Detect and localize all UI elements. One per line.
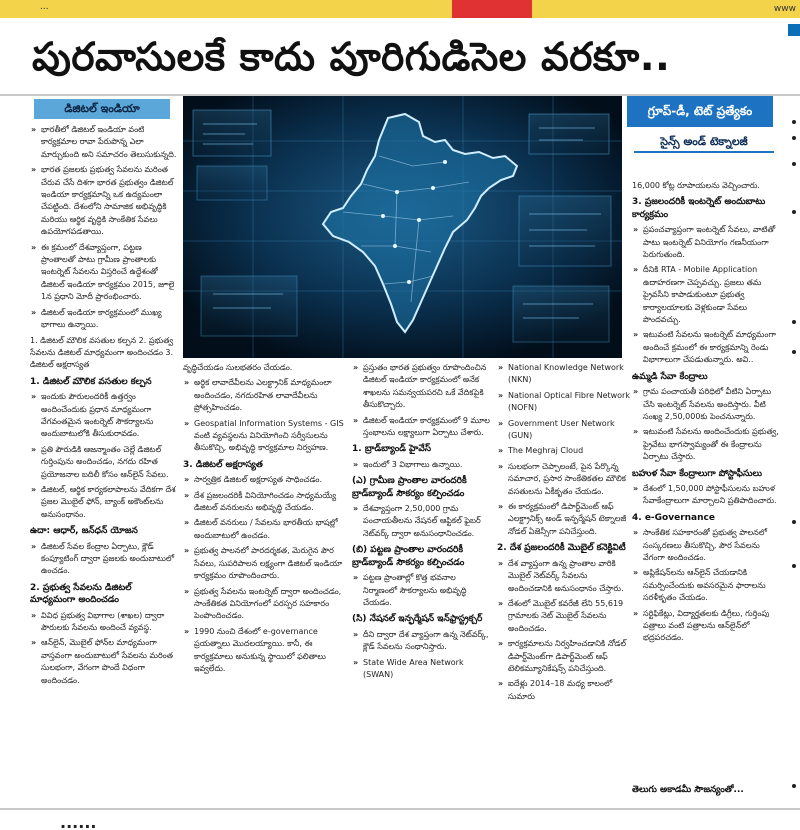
paragraph: » సులభంగా చెప్పాలంటే, పైన పేర్కొన్న సమాచార, ప్రసార సాంకేతికతల మౌలిక వసతులను ఏకీకృతం చేయడం. bbox=[497, 461, 632, 498]
paragraph: » సర్టిఫికేట్లు, విద్యార్హతలకు డిగ్రీలు, గుర్తింపు పత్రాలు వంటి పత్రాలను ఆన్‌లైన్‌లో భద్రపరచడం. bbox=[632, 608, 780, 645]
paragraph: » భారతీలో డిజిటల్ ఇండియా వంటి కార్యక్రమాల రావా పేరుపొన్న ఎలా మార్చుకుంది అని సమాచరం తెలుసుకున్నది. bbox=[30, 124, 178, 161]
adjacent-bullet bbox=[792, 120, 796, 124]
paragraph: » దీని ద్వారా దేశ వ్యాప్తంగా ఉన్న నెట్‌వర్క్, క్లౌడ్ సేవలను సంధానిస్తారు. bbox=[352, 629, 492, 654]
section-banner-group-d-tet: గ్రూప్-డీ, టెట్ ప్రత్యేకం bbox=[627, 96, 773, 127]
paragraph: » ఈ కార్యక్రమంలో డిపార్ట్‌మెంట్ ఆఫ్ ఎలక్ట్రానిక్స్ అండ్ ఇన్ఫర్మేషన్ టెక్నాలజీ నోడల్ ఏజెన్సీగా పనిచేస్తుంది. bbox=[497, 501, 632, 538]
paragraph: » ప్రతి పౌరుడికి ఆజన్మాంతం చెల్లే డిజిటల్ గుర్తింపును అందించడం, నగదు రహిత ప్రయోజనాల బదిలీ కోసం ఆన్‌లైన్ సేవలు. bbox=[30, 444, 178, 481]
paragraph: » Geospatial Information Systems - GIS వంటి వ్యవస్థలను వినియోగించి సర్వీసులను తీసుకొచ్చి, అభివృద్ధి కార్యక్రమాల నిర్వహణ. bbox=[183, 418, 348, 455]
india-map-illustration bbox=[183, 96, 622, 358]
subheading: బహుళ సేవా కేంద్రాలుగా పోస్టాఫీసులు bbox=[632, 468, 762, 479]
paragraph: » దేశవ్యాప్తంగా 2,50,000 గ్రామ పంచాయతీలను నేషనల్ ఆప్టికల్ ఫైబర్ నెట్‌వర్క్ ద్వారా అనుసంధానించడం. bbox=[352, 503, 492, 540]
adjacent-bullet bbox=[792, 320, 796, 324]
subheading: 2. దేశ ప్రజలందరికీ మొబైల్ కనెక్టివిటీ bbox=[497, 543, 626, 554]
subheading: 1. బ్రాడ్‌బ్యాండ్ హైవేస్ bbox=[352, 444, 432, 455]
section-banner-digital-india: డిజిటల్ ఇండియా bbox=[34, 99, 170, 119]
paragraph: » Government User Network (GUN) bbox=[497, 418, 632, 443]
adjacent-bullet bbox=[792, 784, 796, 788]
subheading: ఉదా: ఆధార్, జన్‌ధన్ యోజన bbox=[30, 526, 138, 537]
paragraph: » ఇటువంటి సేవలను ఇంటర్నెట్ మాధ్యమంగా అందించే క్రమంలో ఈ కార్యక్రమాన్ని రెండు విభాగాలుగా చేపడుతున్నారు. అవి.. bbox=[632, 329, 780, 366]
adjacent-bullet bbox=[792, 564, 796, 568]
paragraph: » ఇందుకు పౌరులందరికీ ఉత్తర్వం అందించేందుకు ప్రధాన మాధ్యమంగా వేగవంతమైన ఇంటర్నెట్ సౌకర్యాలను అందుబాటులోకి తీసుకురావడం. bbox=[30, 391, 178, 441]
paragraph: » డిజిటల్, ఆర్థిక కార్యకలాపాలను వేదికగా దేశ ప్రజల మొబైల్ ఫోన్, బ్యాంక్ అకౌంట్‌లను అనుసంధానం. bbox=[30, 484, 178, 521]
adjacent-bullet bbox=[792, 136, 796, 140]
subheading: 1. డిజిటల్ మౌలిక వసతుల కల్పన bbox=[30, 376, 152, 387]
paragraph: » ప్రపంచవ్యాప్తంగా ఇంటర్నెట్ సేవలు, వాటితో పాటు ఇంటర్నెట్ వినియోగం గణనీయంగా పెరుగుతుంది. bbox=[632, 224, 780, 261]
subheading: ఉమ్మడి సేవా కేంద్రాలు bbox=[632, 371, 708, 382]
subheading: 3. ప్రజలందరికీ ఇంటర్నెట్ అందుబాటు కార్యక్రమం bbox=[632, 197, 766, 220]
paragraph: » National Optical Fibre Network (NOFN) bbox=[497, 390, 632, 415]
paragraph: » దీనికి RTA - Mobile Application ఉదాహరణగా చెప్పవచ్చు. ప్రజలు తమ ప్రైవసీని కాపాడుకుంటూ ప్రభుత్వ కార్యాలయాలకు వెళ్లకుండా సేవలు పొందవచ్చు. bbox=[632, 264, 780, 326]
paragraph: » 1990 నుంచి దేశంలో e-governance ప్రయత్నాలు మొదలయ్యాయి. కానీ, ఈ కార్యక్రమాలు అనుకున్న స్థాయిలో ఫలితాలు ఇవ్వలేదు. bbox=[183, 626, 348, 676]
paragraph: » భారత ప్రజలకు ప్రభుత్వ సేవలను మరింత చేరువ చేసే దిశగా భారత ప్రభుత్వం డిజిటల్ ఇండియా కార్యక్రమాన్ని ఒక ఉద్యమంలా చేపట్టింది. దేశంలోని సామాజిక అభివృద్ధికి మరియు ఆర్థిక వృద్ధికి సాంకేతిక సేవలు ఉపయోగపడతాయి. bbox=[30, 164, 178, 238]
paragraph: » ఈ క్రమంలో దేశవ్యాప్తంగా, పట్టణ ప్రాంతాలతో పాటు గ్రామీణ ప్రాంతాలకు ఇంటర్నెట్ సేవలను విస్తరించే ఉద్దేశంతో డిజిటల్ ఇండియా కార్యక్రమం 2015, జూలై 1న ప్రధాని మోదీ ప్రారంభించారు. bbox=[30, 242, 178, 304]
adjacent-bullet bbox=[792, 162, 796, 166]
subheading: (సి) నేషనల్ ఇన్ఫర్మేషన్ ఇన్‌ఫ్రాస్ట్రక్చర్ bbox=[352, 614, 483, 625]
paragraph: » డిజిటల్ ఇండియా కార్యక్రమంలో ముఖ్య భాగాలు ఉన్నాయి. bbox=[30, 307, 178, 332]
paragraph: » అర్థిక లావాదేవీలను ఎలక్ట్రానిక్ మాధ్యమంలా అందించడం, నగదురహిత లావాదేవీలను ప్రోత్సహించడం. bbox=[183, 377, 348, 414]
paragraph: » వివిధ ప్రభుత్వ విభాగాల (శాఖల) ద్వారా పౌరులకు సేవలను అందించే వ్యవస్థ. bbox=[30, 610, 178, 635]
subheading: 3. డిజిటల్ అక్షరాస్యత bbox=[183, 459, 263, 470]
paragraph: » సాంకేతిక సహకారంతో ప్రభుత్వ పాలనలో సంస్కరణలు తీసుకొచ్చి, పౌర సేవలను వేగంగా అందించడం. bbox=[632, 527, 780, 564]
paragraph: » డిజిటల్ వనరులు / సేవలను భారతీయ భాషల్లో అందుబాటులో ఉంచడం. bbox=[183, 517, 348, 542]
paragraph: » State Wide Area Network (SWAN) bbox=[352, 657, 492, 682]
masthead-strip bbox=[0, 0, 800, 18]
subheading: 4. e-Governance bbox=[632, 512, 715, 523]
paragraph: » దేశంలో 1,50,000 పోస్టాఫీసులను బహుళ సేవాకేంద్రాలుగా మార్చాలని ప్రతిపాదించారు. bbox=[632, 483, 780, 508]
article-column-5 bbox=[632, 180, 780, 785]
paragraph: » డిజిటల్ సేవల కేంద్రాల ఏర్పాటు, క్లౌడ్ కంప్యూటింగ్ ద్వారా ప్రజలకు అందుబాటులో ఉంచడం. bbox=[30, 541, 178, 578]
subheading: 2. ప్రభుత్వ సేవలను డిజిటల్ మాధ్యమంగా అందించడం bbox=[30, 582, 132, 606]
paragraph: వృద్ధిచేయడం సులభతరం చేయడం. bbox=[183, 363, 293, 372]
masthead-left-text: ... bbox=[40, 2, 49, 12]
credit-line: తెలుగు అకాడమీ సౌజన్యంతో... bbox=[632, 785, 744, 795]
paragraph: » దేశ ప్రజలందరికీ వినియోగించడం సాధ్యమయ్యే డిజిటల్ వనరులను అభివృద్ధి చేయడం. bbox=[183, 490, 348, 515]
article-column-4 bbox=[497, 362, 632, 812]
paragraph: » డిజిటల్ ఇండియా కార్యక్రమంలో 9 మూల స్తంభాలను లక్ష్యాలుగా ఏర్పాటు చేశారు. bbox=[352, 415, 492, 440]
paragraph: » ప్రభుత్వ పాలనలో పారదర్శకత, మెరుగైన పౌర సేవలు, సుపరిపాలన లక్ష్యంగా డిజిటల్ ఇండియా కార్యక్రమం రూపొందించారు. bbox=[183, 545, 348, 582]
paragraph: » ప్రభుత్వ సేవలను ఇంటర్నెట్ ద్వారా అందించడం, సాంకేతికత వినియోగంలో పరస్పర సహకారం పెంపొందించడం. bbox=[183, 586, 348, 623]
paragraph: » గ్రామ పంచాయతీ పరిధిలో వీటిని ఏర్పాటు చేసి ఇంటర్నెట్ సేవలను అందిస్తారు. వీటి సంఖ్య 2,50,000కు పెంచనున్నారు. bbox=[632, 386, 780, 423]
paragraph: » National Knowledge Network (NKN) bbox=[497, 362, 632, 387]
paragraph: » దేశ వ్యాప్తంగా ఉన్న ప్రాంతాల వారికి మొబైల్ నెట్‌వర్క్ సేవలను అందించడానికి అనుసంధానం చేస్తారు. bbox=[497, 558, 632, 595]
adjacent-column-strip bbox=[782, 24, 800, 830]
masthead-logo-block bbox=[452, 0, 532, 18]
subheading: (ఎ) గ్రామీణ ప్రాంతాల వారందరికీ బ్రాడ్‌బ్యాండ్ సౌకర్యం కల్పించడం bbox=[352, 476, 467, 499]
adjacent-bullet bbox=[792, 520, 796, 524]
paragraph: » ఇటువంటి సేవలను అందించేందుకు ప్రభుత్వ, ప్రైవేటు భాగస్వామ్యంతో ఈ కేంద్రాలను ఏర్పాటు చేస్తారు. bbox=[632, 426, 780, 463]
masthead-url: www bbox=[773, 4, 796, 14]
next-headline-cutoff: ...... bbox=[60, 813, 97, 830]
paragraph: » The Meghraj Cloud bbox=[497, 445, 632, 457]
adjacent-column-marker bbox=[788, 24, 800, 36]
paragraph: » ఐదేళ్లు 2014–18 మధ్య కాలంలో సుమారు bbox=[497, 678, 632, 703]
subheading: (బి) పట్టణ ప్రాంతాల వారందరికీ బ్రాడ్‌బ్యాండ్ సౌకర్యం కల్పించడం bbox=[352, 545, 465, 568]
section-title-science-technology: సైన్స్ అండ్ టెక్నాలజీ bbox=[634, 131, 774, 153]
paragraph: » ప్రస్తుతం భారత ప్రభుత్వం రూపొందించిన డిజిటల్ ఇండియా కార్యక్రమంలో అనేక శాఖలను సమన్వయపరచి ఒకే వేదికపైకి తీసుకొచ్చారు. bbox=[352, 362, 492, 412]
bottom-rule bbox=[0, 808, 800, 810]
adjacent-bullet bbox=[792, 210, 796, 214]
paragraph: 16,000 కోట్ల రూపాయలను వెచ్చించారు. bbox=[632, 181, 760, 190]
article-column-3 bbox=[352, 362, 492, 812]
article-column-1 bbox=[30, 124, 178, 814]
paragraph: » పట్టణ ప్రాంతాల్లో కొత్త భవనాల నిర్మాణంలో సౌకర్యాలను అభివృద్ధి చేయడం. bbox=[352, 572, 492, 609]
paragraph: 1. డిజిటల్ మౌలిక వసతుల కల్పన 2. ప్రభుత్వ సేవలను డిజిటల్ మాధ్యమంగా అందించడం 3. డిజిటల్ అక్షరాస్యత bbox=[30, 335, 174, 370]
india-map-hero-image bbox=[183, 96, 622, 358]
paragraph: » అప్లికేషన్‌లను ఆన్‌లైన్ చేయడానికి సమర్పించేందుకు అవసరమైన ఫారాలను సరళీకృతం చేయడం. bbox=[632, 567, 780, 604]
paragraph: » కార్యక్రమాలను నిర్వహించడానికి నోడల్ డిపార్ట్‌మెంట్‌గా డిపార్ట్‌మెంట్ ఆఫ్ టెలికమ్యూనికేషన్స్ పనిచేస్తుంది. bbox=[497, 638, 632, 675]
paragraph: » ఆన్‌లైన్, మొబైల్ ఫోన్‌ల మాధ్యమంగా వాస్తవంగా అందుబాటులో సేవలను మరింత సులభంగా, వేగంగా పొందే విధంగా అందించడం. bbox=[30, 637, 178, 687]
paragraph: » సార్వత్రిక డిజిటల్ అక్షరాస్యత సాధించడం. bbox=[183, 474, 348, 486]
paragraph: » దేశంలో మొబైల్ కవరేజీ లేని 55,619 గ్రామాలకు నెట్ మొబైల్ సేవలను అందించడం. bbox=[497, 598, 632, 635]
adjacent-bullet bbox=[792, 350, 796, 354]
headline: పురవాసులకే కాదు పూరిగుడిసెల వరకూ.. bbox=[32, 35, 671, 80]
article-column-2 bbox=[183, 362, 348, 812]
paragraph: » ఇందులో 3 విభాగాలు ఉన్నాయి. bbox=[352, 459, 492, 471]
